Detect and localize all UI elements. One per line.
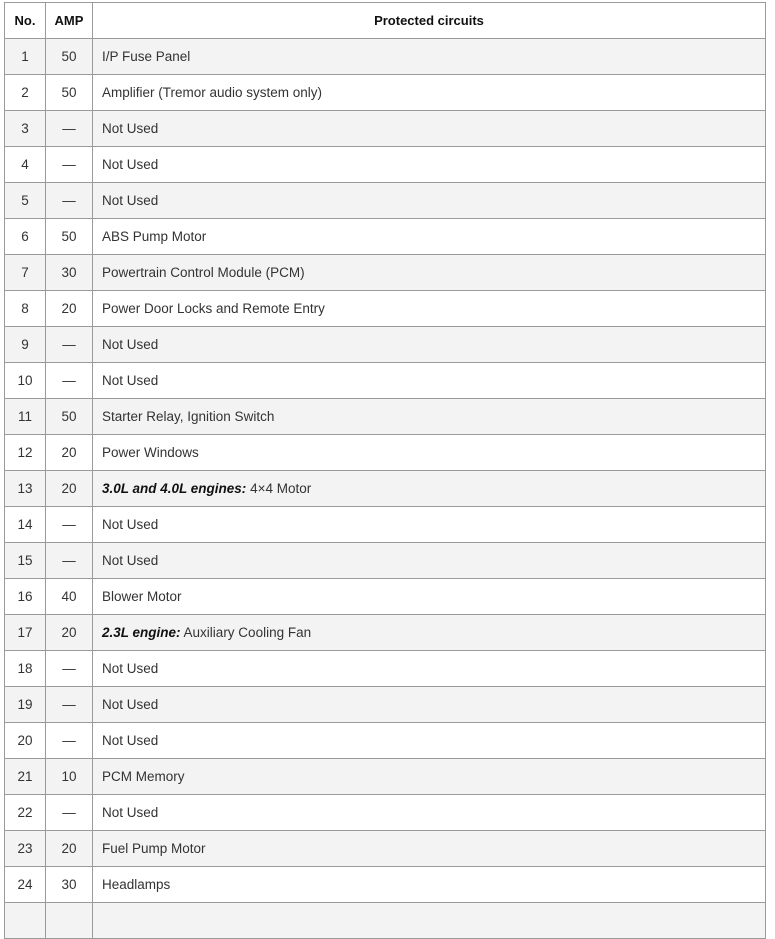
protected-circuit-cell [93,291,766,327]
fuse-number-cell: 3 [5,111,46,147]
amp-rating-cell: — [46,147,93,183]
amp-rating-cell: — [46,507,93,543]
table-row [5,255,766,291]
amp-rating-cell: — [46,327,93,363]
circuit-description: Power Windows [102,445,199,460]
circuit-description: Blower Motor [102,589,182,604]
circuit-description: Not Used [102,373,159,388]
table-row [5,183,766,219]
fuse-number-cell: 11 [5,399,46,435]
header-amp: AMP [46,3,93,39]
circuit-description: Headlamps [102,877,171,892]
table-row [5,579,766,615]
table-row [5,327,766,363]
amp-rating-cell: — [46,651,93,687]
header-protected-circuits: Protected circuits [93,3,766,39]
amp-rating-cell: 20 [46,615,93,651]
circuit-description: Amplifier (Tremor audio system only) [102,85,323,100]
fuse-number-cell: 6 [5,219,46,255]
protected-circuit-cell [93,75,766,111]
fuse-number-cell: 14 [5,507,46,543]
circuit-description: Power Door Locks and Remote Entry [102,301,325,316]
table-row [5,651,766,687]
table-row [5,687,766,723]
circuit-description: 4×4 Motor [250,481,312,496]
table-row [5,75,766,111]
table-row [5,399,766,435]
amp-rating-cell: 30 [46,255,93,291]
fuse-number-cell: 12 [5,435,46,471]
protected-circuit-cell [93,327,766,363]
amp-rating-cell: — [46,183,93,219]
protected-circuit-cell [93,435,766,471]
amp-rating-cell: — [46,543,93,579]
table-row [5,435,766,471]
amp-rating-cell: 30 [46,867,93,903]
circuit-description: Not Used [102,553,159,568]
protected-circuit-cell [93,831,766,867]
amp-rating-cell: 10 [46,759,93,795]
fuse-number-cell: 8 [5,291,46,327]
circuit-description: Not Used [102,517,159,532]
table-row [5,219,766,255]
amp-rating-cell: 20 [46,471,93,507]
table-row [5,759,766,795]
amp-rating-cell [46,903,93,939]
protected-circuit-cell [93,867,766,903]
protected-circuit-cell [93,399,766,435]
circuit-description: Starter Relay, Ignition Switch [102,409,275,424]
table-row [5,831,766,867]
table-row [5,507,766,543]
fuse-number-cell: 7 [5,255,46,291]
protected-circuit-cell [93,759,766,795]
protected-circuit-cell [93,687,766,723]
table-body [5,39,766,939]
fuse-number-cell: 2 [5,75,46,111]
circuit-description: Not Used [102,805,159,820]
header-no: No. [5,3,46,39]
table-row [5,867,766,903]
amp-rating-cell: 50 [46,219,93,255]
table-row [5,363,766,399]
table-row [5,723,766,759]
engine-qualifier: 2.3L engine: [102,625,181,640]
protected-circuit-cell [93,471,766,507]
protected-circuit-cell [93,615,766,651]
protected-circuit-cell [93,255,766,291]
amp-rating-cell: — [46,795,93,831]
amp-rating-cell: 50 [46,39,93,75]
amp-rating-cell: 20 [46,291,93,327]
fuse-number-cell: 15 [5,543,46,579]
amp-rating-cell: — [46,723,93,759]
protected-circuit-cell [93,723,766,759]
table-row [5,615,766,651]
engine-qualifier: 3.0L and 4.0L engines: [102,481,247,496]
fuse-number-cell: 19 [5,687,46,723]
fuse-number-cell: 16 [5,579,46,615]
table-row [5,543,766,579]
amp-rating-cell: — [46,111,93,147]
protected-circuit-cell [93,903,766,939]
fuse-number-cell: 23 [5,831,46,867]
protected-circuit-cell [93,363,766,399]
amp-rating-cell: 50 [46,399,93,435]
circuit-description: Powertrain Control Module (PCM) [102,265,305,280]
table-row [5,39,766,75]
fuse-number-cell: 24 [5,867,46,903]
fuse-number-cell: 18 [5,651,46,687]
circuit-description: PCM Memory [102,769,185,784]
fuse-table-container [4,2,765,939]
circuit-description: Auxiliary Cooling Fan [183,625,312,640]
circuit-description: Not Used [102,121,159,136]
table-row [5,147,766,183]
fuse-number-cell: 9 [5,327,46,363]
fuse-number-cell: 4 [5,147,46,183]
fuse-number-cell: 10 [5,363,46,399]
table-row [5,291,766,327]
table-row [5,903,766,939]
protected-circuit-cell [93,219,766,255]
amp-rating-cell: — [46,687,93,723]
circuit-description: Not Used [102,157,159,172]
fuse-table [4,2,766,939]
protected-circuit-cell [93,147,766,183]
fuse-number-cell: 17 [5,615,46,651]
fuse-number-cell: 21 [5,759,46,795]
circuit-description: Not Used [102,733,159,748]
protected-circuit-cell [93,543,766,579]
fuse-number-cell [5,903,46,939]
table-row [5,111,766,147]
fuse-number-cell: 20 [5,723,46,759]
circuit-description: I/P Fuse Panel [102,49,191,64]
circuit-description: Fuel Pump Motor [102,841,206,856]
protected-circuit-cell [93,111,766,147]
fuse-number-cell: 22 [5,795,46,831]
circuit-description: Not Used [102,661,159,676]
amp-rating-cell: 50 [46,75,93,111]
fuse-number-cell: 1 [5,39,46,75]
amp-rating-cell: 20 [46,831,93,867]
fuse-number-cell: 5 [5,183,46,219]
amp-rating-cell: 20 [46,435,93,471]
protected-circuit-cell [93,183,766,219]
protected-circuit-cell [93,579,766,615]
table-row [5,795,766,831]
circuit-description: Not Used [102,193,159,208]
protected-circuit-cell [93,651,766,687]
circuit-description: ABS Pump Motor [102,229,207,244]
protected-circuit-cell [93,39,766,75]
amp-rating-cell: 40 [46,579,93,615]
table-header-row [5,3,766,39]
fuse-number-cell: 13 [5,471,46,507]
protected-circuit-cell [93,507,766,543]
circuit-description: Not Used [102,697,159,712]
protected-circuit-cell [93,795,766,831]
circuit-description: Not Used [102,337,159,352]
amp-rating-cell: — [46,363,93,399]
table-row [5,471,766,507]
